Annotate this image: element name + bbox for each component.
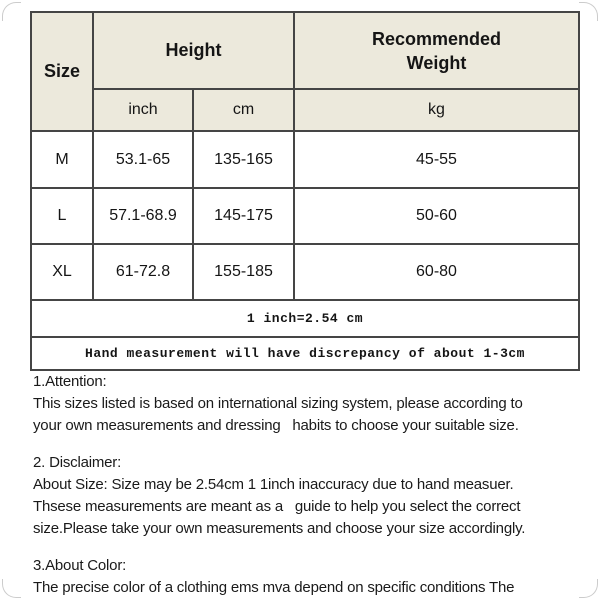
weight-kg-value: 45-55 [294,131,579,188]
height-cm-value: 145-175 [193,188,294,244]
attention-heading: 1.Attention: [33,373,107,390]
disclaimer-line: Thsese measurements are meant as a guide to help you select the correct [33,498,521,515]
inch-conversion-note: 1 inch=2.54 cm [31,300,579,337]
table-row-m [31,131,579,188]
about-color-line: The precise color of a clothing ems mva depend on specific conditions The [33,579,515,596]
attention-line: your own measurements and dressing habits to choose your suitable size. [33,417,519,434]
notes-block [33,371,593,614]
height-inch-value: 53.1-65 [93,131,193,188]
disclaimer-heading: 2. Disclaimer: [33,454,122,471]
unit-header-cm: cm [193,89,294,131]
table-note-row-discrepancy [31,337,579,370]
disclaimer-line: size.Please take your own measurements and choose your size accordingly. [33,520,526,537]
attention-line: This sizes listed is based on international sizing system, please according to [33,395,523,412]
size-value: XL [31,244,93,300]
height-cm-value: 155-185 [193,244,294,300]
size-value: M [31,131,93,188]
rounded-corner-top-right [579,2,598,21]
height-column-header: Height [93,12,294,89]
measurement-discrepancy-note: Hand measurement will have discrepancy of about 1-3cm [31,337,579,370]
unit-header-inch: inch [93,89,193,131]
table-note-row-inch-conversion [31,300,579,337]
disclaimer-line: About Size: Size may be 2.54cm 1 1inch inaccuracy due to hand measuer. [33,476,514,493]
size-column-header: Size [31,12,93,131]
height-inch-value: 57.1-68.9 [93,188,193,244]
disclaimer-section [33,452,593,540]
attention-section [33,371,593,437]
about-color-heading: 3.About Color: [33,557,127,574]
rounded-corner-top-left [2,2,21,21]
table-row-l [31,188,579,244]
rounded-corner-bottom-left [2,579,21,598]
recommended-weight-line1: Recommended [371,28,502,49]
recommended-weight-column-header [294,12,579,89]
size-value: L [31,188,93,244]
recommended-weight-line2: Weight [406,52,467,73]
size-chart-table [30,11,580,371]
about-color-section [33,555,593,599]
unit-header-kg: kg [294,89,579,131]
table-row-xl [31,244,579,300]
weight-kg-value: 60-80 [294,244,579,300]
height-cm-value: 135-165 [193,131,294,188]
height-inch-value: 61-72.8 [93,244,193,300]
weight-kg-value: 50-60 [294,188,579,244]
